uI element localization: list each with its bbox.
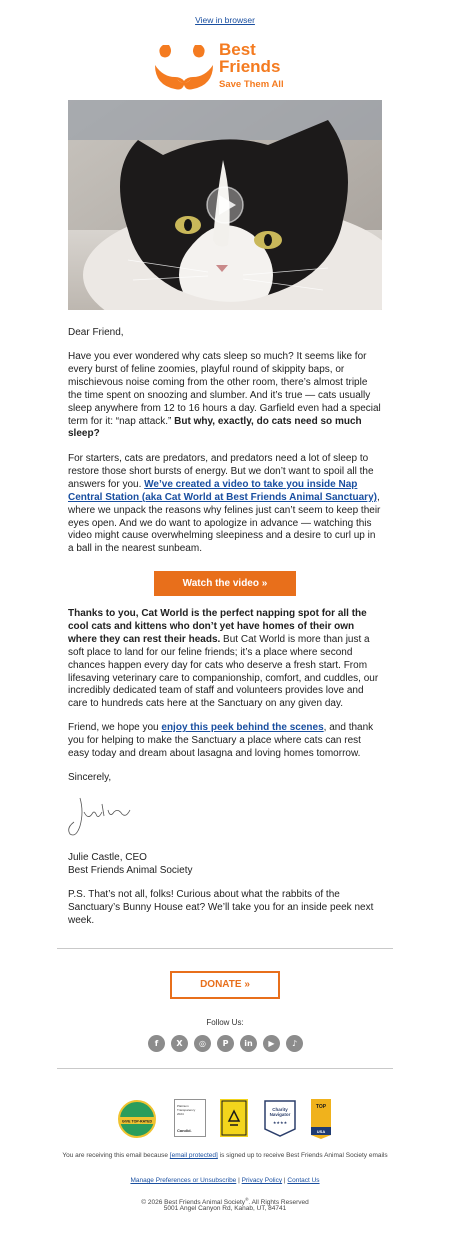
svg-text:Transparency: Transparency [177, 1108, 196, 1112]
contact-us-link[interactable]: Contact Us [287, 1177, 320, 1184]
charity-navigator-badge [263, 1099, 297, 1139]
watch-video-button[interactable]: Watch the video » [154, 571, 296, 596]
manage-preferences-link[interactable]: Manage Preferences or Unsubscribe [130, 1177, 237, 1184]
best-friends-logo[interactable] [153, 41, 303, 93]
footer-links [60, 1176, 390, 1185]
video-inline-link[interactable]: We’ve created a video to take you inside Nap Central Station (aka Cat World at Best Friends Animal Sanctuary) [68, 478, 377, 503]
paragraph-2-text: For starters, cats are predators, and predators need a lot of sleep to restore those short bursts of energy. But we don’t want to spoil all the answers for you. [68, 453, 374, 490]
signature-text: Julie [66, 792, 69, 793]
peek-behind-scenes-link[interactable]: enjoy this peek behind the scenes [161, 722, 324, 733]
email-link[interactable]: [email protected] [169, 1152, 218, 1159]
view-in-browser-link[interactable]: View in browser [195, 15, 255, 25]
closing: Sincerely, [68, 772, 112, 783]
receiving-pre: You are receiving this email because [62, 1152, 170, 1159]
paragraph-3-text: But Cat World is more than just a soft place to land for our feline friends; it’s a place where second chances happen every day for cats who deserve a fresh start. From lifesaving veterinary care to companionship, comfort, and cuddles, our incredibly dedicated team of staff and volunteers provides love and care to hundreds cats here at the Sanctuary on any given day. [68, 633, 379, 710]
svg-text:★★★★: ★★★★ [272, 1120, 288, 1125]
svg-text:Candid.: Candid. [177, 1128, 192, 1133]
paragraph-3 [68, 608, 382, 711]
tiktok-icon[interactable]: ♪ [286, 1035, 303, 1052]
youtube-icon[interactable]: ▶ [263, 1035, 280, 1052]
svg-text:2024: 2024 [177, 1112, 184, 1116]
privacy-policy-link[interactable]: Privacy Policy [241, 1177, 283, 1184]
footer-separator: | [282, 1177, 288, 1184]
signer-name: Julie Castle, CEO [68, 852, 147, 863]
svg-text:GIVE TOP-RATED: GIVE TOP-RATED [121, 1119, 153, 1124]
logo-text-best: Best [219, 40, 256, 59]
registered-mark: ® [245, 1197, 249, 1202]
x-icon[interactable]: X [171, 1035, 188, 1052]
svg-text:Navigator: Navigator [269, 1112, 291, 1117]
logo-text-friends: Friends [219, 57, 281, 76]
copyright-post: . All Rights Reserved [248, 1199, 309, 1207]
receiving-notice [60, 1151, 390, 1160]
candid-badge [174, 1099, 206, 1139]
svg-text:Platinum: Platinum [177, 1104, 189, 1108]
paragraph-4 [68, 722, 382, 761]
accreditation-badge [220, 1099, 248, 1139]
divider-bottom [57, 1068, 393, 1069]
give-top-rated-badge [117, 1099, 157, 1139]
social-links [148, 1035, 303, 1053]
svg-text:USA: USA [316, 1129, 326, 1134]
linkedin-icon[interactable]: in [240, 1035, 257, 1052]
divider-top [57, 948, 393, 949]
paragraph-4-rest: , and thank you for helping to make the Sanctuary a place where cats can rest easy today and dream about lasagna and loving homes tomorrow. [68, 722, 374, 759]
postscript: P.S. That’s not all, folks! Curious about what the rabbits of the Sanctuary’s Bunny House eat? We’ll take you for an inside peek next week. [68, 889, 374, 926]
logo-mark-icon [153, 41, 215, 93]
video-thumbnail[interactable] [68, 100, 382, 310]
paragraph-1 [68, 351, 382, 441]
paragraph-2-rest: , where we unpack the reasons why felines just can’t seem to keep their eyes open. And we do want to apologize in advance — watching this video might cause overwhelming sleepiness and a desire to curl up in a ball in the nearest sunbeam. [68, 491, 381, 555]
logo-tagline: Save Them All [219, 79, 284, 90]
pinterest-icon[interactable]: P [217, 1035, 234, 1052]
charity-badges [117, 1099, 333, 1139]
address: 5001 Angel Canyon Rd, Kanab, UT, 84741 [163, 1205, 287, 1212]
play-icon[interactable] [207, 187, 243, 223]
footer-separator: | [236, 1177, 242, 1184]
paragraph-3-bold: Thanks to you, Cat World is the perfect napping spot for all the cool cats and kittens who don’t yet have homes of their own where they can rest their heads. [68, 608, 367, 645]
paragraph-1-text: Have you ever wondered why cats sleep so much? It seems like for every burst of feline zoomies, playful round of skippity baps, or mischievous noise coming from the other room, there’s almost triple the time spent on snoozing and slumber. And it’s true — cats usually sleep anywhere from 12 to 16 hours a day. Garfield even had a special term for it: “nap attack.” [68, 351, 381, 427]
donate-button[interactable]: DONATE » [170, 971, 280, 999]
greeting: Dear Friend, [68, 327, 124, 338]
paragraph-1-bold: But why, exactly, do cats need so much sleep? [68, 415, 362, 440]
receiving-post: is signed up to receive Best Friends Animal Society emails [217, 1152, 388, 1159]
paragraph-4-text: Friend, we hope you [68, 722, 162, 733]
signer-org: Best Friends Animal Society [68, 865, 193, 876]
svg-text:Charity: Charity [272, 1107, 288, 1112]
svg-text:TOP: TOP [315, 1104, 327, 1110]
instagram-icon[interactable]: ◎ [194, 1035, 211, 1052]
paragraph-2 [68, 453, 382, 556]
facebook-icon[interactable]: f [148, 1035, 165, 1052]
top-places-badge [309, 1099, 333, 1139]
signature [66, 792, 136, 842]
copyright-pre: © 2026 Best Friends Animal Society [141, 1199, 246, 1207]
follow-us-label: Follow Us: [206, 1018, 244, 1027]
